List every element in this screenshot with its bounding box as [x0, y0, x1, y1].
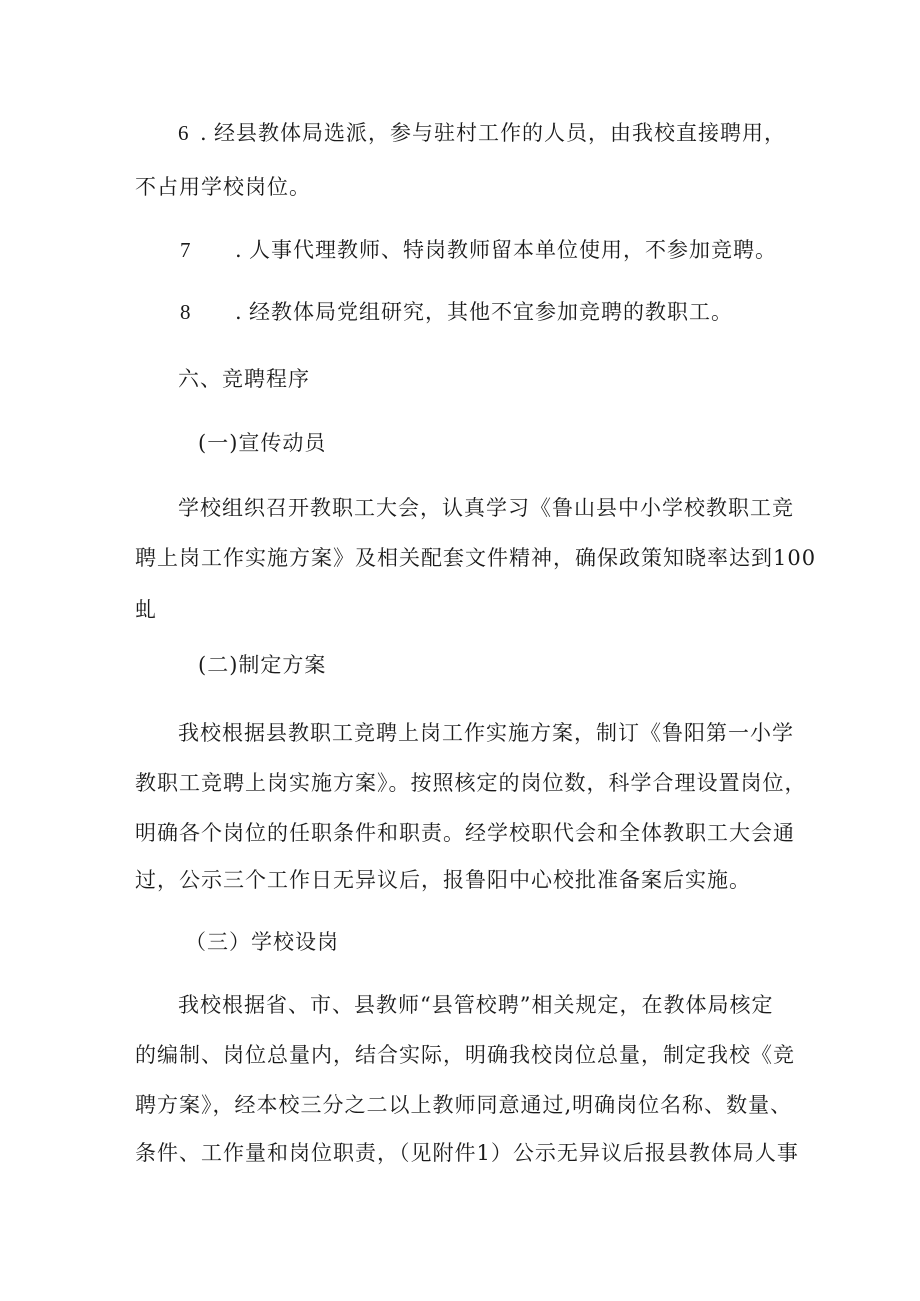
sub-2-line-2: 教职工竞聘上岗实施方案》。按照核定的岗位数，科学合理设置岗位，: [135, 771, 807, 795]
sub-1-line-3: 虬: [135, 598, 157, 622]
sub-2-line-4: 过，公示三个工作日无异议后，报鲁阳中心校批准备案后实施。: [135, 868, 751, 892]
item-6-number: 6: [178, 121, 190, 145]
item-6-text-line-2: 不占用学校岗位。: [135, 175, 311, 199]
sub-1-line-1: 学校组织召开教职工大会，认真学习《鲁山县中小学校教职工竞: [178, 496, 794, 520]
sub-2-line-3: 明确各个岗位的任职条件和职责。经学校职代会和全体教职工大会通: [135, 821, 795, 845]
sub-3-line-3: 聘方案》，经本校三分之二以上教师同意通过,明确岗位名称、数量、: [135, 1093, 793, 1117]
item-6-line-1: [178, 118, 786, 148]
item-8-separator: .: [235, 300, 243, 324]
sub-2-heading: (二)制定方案: [198, 653, 327, 677]
sub-3-heading: （三）学校设岗: [185, 930, 339, 954]
item-6-text-line-1: 经县教体局选派，参与驻村工作的人员，由我校直接聘用，: [214, 121, 786, 145]
item-8-number: 8: [180, 300, 192, 324]
sub-3-line-2: 的编制、岗位总量内，结合实际，明确我校岗位总量，制定我校《竞: [135, 1043, 795, 1067]
sub-1-heading: (一)宣传动员: [198, 431, 327, 455]
item-8-text: 经教体局党组研究，其他不宜参加竞聘的教职工。: [249, 300, 733, 324]
item-8: [180, 297, 733, 327]
sub-3-line-4: 条件、工作量和岗位职责，（见附件1）公示无异议后报县教体局人事: [135, 1141, 799, 1165]
item-7-text: 人事代理教师、特岗教师留本单位使用，不参加竞聘。: [249, 238, 777, 262]
item-7: [180, 235, 777, 265]
item-7-number: 7: [180, 238, 192, 262]
sub-2-line-1: 我校根据县教职工竞聘上岗工作实施方案，制订《鲁阳第一小学: [178, 721, 794, 745]
sub-3-line-1: 我校根据省、市、县教师“县管校聘”相关规定，在教体局核定: [178, 993, 774, 1017]
sub-1-line-2: 聘上岗工作实施方案》及相关配套文件精神，确保政策知晓率达到100: [135, 546, 817, 570]
item-6-separator: .: [200, 121, 208, 145]
item-7-separator: .: [235, 238, 243, 262]
section-6-heading: 六、竞聘程序: [178, 367, 310, 391]
